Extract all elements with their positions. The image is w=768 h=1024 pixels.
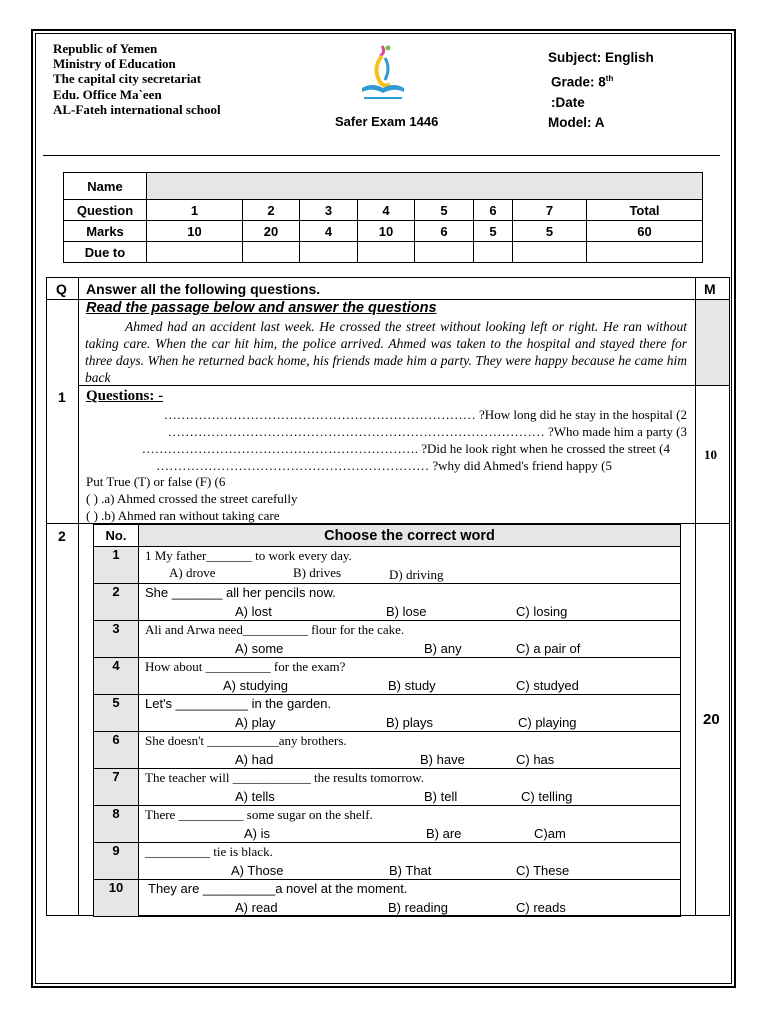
option-a[interactable]: A) play [235,715,276,730]
option-a[interactable]: A) had [235,752,274,767]
questions-title: Questions: - [86,388,164,404]
mc-item-body [139,695,681,732]
option-a[interactable]: A) some [235,641,284,656]
option-c[interactable]: C)am [534,826,566,841]
marks-cell: 4 [300,221,358,242]
mc-item-body [139,769,681,806]
option-b[interactable]: B) have [420,752,465,767]
header-line-office: Edu. Office Ma`een [53,86,162,102]
mc-item-stem: Let's __________ in the garden. [145,696,332,711]
marks-cell: 20 [243,221,300,242]
option-b[interactable]: B) lose [386,604,427,619]
question-cell: 1 [147,200,243,221]
due-cell[interactable] [300,242,358,263]
question-cell: 4 [358,200,415,221]
option-c[interactable]: C) losing [516,604,568,619]
true-false-title: Put True (T) or false (F) (6 [86,474,226,489]
marks-cell: 5 [513,221,587,242]
name-field[interactable] [147,173,703,200]
mc-item-number: 8 [94,806,139,843]
option-c[interactable]: C) telling [521,789,573,804]
header-line-secretariat: The capital city secretariat [53,71,202,87]
grade [548,69,654,93]
mc-item-stem: Ali and Arwa need__________ flour for the cake. [145,622,405,637]
comprehension-question: ……………………………………………………………… ?How long did he stay in the hospital (2 [163,407,687,422]
mc-item-stem: There __________ some sugar on the shelf. [145,807,373,822]
question-cell: 2 [243,200,300,221]
mc-options [139,750,680,768]
mc-item-number: 4 [94,658,139,695]
mc-item-number: 3 [94,621,139,658]
mark-box-shade [696,300,729,385]
mc-options [139,713,680,731]
option-c[interactable]: C) playing [518,715,577,730]
mc-options [139,639,680,657]
mc-item-body [139,584,681,621]
mc-item-number: 2 [94,584,139,621]
mc-item-stem: 1 My father_______ to work every day. [145,548,352,563]
mc-options [139,787,680,805]
option-b[interactable]: B) drives [293,565,342,580]
mc-item [94,658,681,695]
mc-item-number: 10 [94,880,139,917]
mc-options [139,565,680,583]
passage-title: Read the passage below and answer the questions [86,300,437,316]
option-a[interactable]: A) lost [235,604,272,619]
true-false-item-b: ( ) .b) Ahmed ran without taking care [86,508,280,523]
mc-item-number: 6 [94,732,139,769]
marks-cell: 6 [415,221,474,242]
exam-info [548,48,654,134]
question-cell: 3 [300,200,358,221]
question-label: Question [64,200,147,221]
mc-options [139,824,680,842]
q1-mark: 10 [704,447,717,462]
q-column-header: Q [56,281,67,297]
grid-line [729,277,730,916]
mc-item-stem: They are __________a novel at the moment. [148,881,408,896]
mc-item-stem: __________ tie is black. [145,844,273,859]
marks-label: Marks [64,221,147,242]
due-cell[interactable] [243,242,300,263]
option-b[interactable]: B) study [388,678,436,693]
name-label: Name [64,173,147,200]
header-divider [43,155,720,156]
option-b[interactable]: B) tell [424,789,458,804]
option-b[interactable]: B) reading [388,900,448,915]
m-column-header: M [704,281,716,297]
comprehension-question: ………………………………………………………. ?Did he look right when he crossed the street (4 [141,441,670,456]
no-column-header: No. [94,525,139,547]
reading-passage: Ahmed had an accident last week. He crossed the street without looking left or right. He ran without taking care. When the car hit him, the police arrived. Ahmed was taken to the hospital and stayed there for three days. When he returned back home, his friends made him a party. They were happy because he came him back [85,319,687,385]
due-cell[interactable] [358,242,415,263]
mc-options [139,676,680,694]
mc-item [94,584,681,621]
grade-text: Grade: 8 [551,74,606,89]
marks-cell: 5 [474,221,513,242]
grade-suffix: th [605,73,614,83]
mc-item-number: 7 [94,769,139,806]
mc-options [139,861,680,879]
subject: Subject: English [548,50,654,65]
header-line-ministry: Ministry of Education [53,56,176,72]
school-header [53,41,221,117]
mc-item [94,621,681,658]
mc-item-stem: The teacher will ____________ the results tomorrow. [145,770,424,785]
mc-item-number: 1 [94,547,139,584]
q-col-blank [47,300,78,385]
mc-item-stem: How about __________ for the exam? [145,659,346,674]
marks-table [63,172,703,263]
option-c[interactable]: C) has [516,752,555,767]
option-c[interactable]: C) These [516,863,570,878]
due-label: Due to [64,242,147,263]
grid-line [78,277,79,916]
grid-line [46,277,729,278]
mc-item [94,880,681,917]
question-cell: 6 [474,200,513,221]
model: Model: A [548,115,605,130]
q2-mark: 20 [703,711,720,728]
option-b[interactable]: B) are [426,826,462,841]
header-line-school: AL-Fateh international school [53,101,221,117]
mc-item-body [139,880,681,917]
header-line-country: Republic of Yemen [53,41,158,56]
choose-title: Choose the correct word [139,525,681,547]
due-cell[interactable] [587,242,703,263]
option-c[interactable]: C) a pair of [516,641,581,656]
option-b[interactable]: B) any [424,641,462,656]
mc-item-body [139,658,681,695]
due-cell[interactable] [474,242,513,263]
question-cell: 5 [415,200,474,221]
due-cell[interactable] [147,242,243,263]
option-a[interactable]: A) studying [223,678,289,693]
option-b[interactable]: B) plays [386,715,433,730]
multiple-choice-table [93,524,681,917]
date: :Date [551,94,585,110]
instructions-title: Answer all the following questions. [86,281,321,297]
option-b[interactable]: B) That [389,863,432,878]
mc-item-body [139,732,681,769]
mc-options [139,898,680,916]
exam-title: Safer Exam 1446 [335,114,439,129]
option-a[interactable]: A) drove [169,565,216,580]
total-marks: 60 [587,221,703,242]
mc-item-body [139,806,681,843]
mc-item [94,843,681,880]
due-cell[interactable] [415,242,474,263]
true-false-item-a: ( ) .a) Ahmed crossed the street carefully [86,491,298,506]
mc-item-stem: She doesn't ___________any brothers. [145,733,347,748]
mc-item [94,695,681,732]
option-a[interactable]: A) read [235,900,278,915]
mc-item [94,806,681,843]
option-a[interactable]: A) tells [235,789,275,804]
question-number-2: 2 [58,528,66,544]
option-a[interactable]: A) Those [231,863,284,878]
marks-cell: 10 [358,221,415,242]
comprehension-question: …………………………………………………………………………… ?Who made him a party (3 [167,424,687,439]
option-c[interactable]: D) driving [389,567,444,582]
school-logo [352,42,414,104]
marks-cell: 10 [147,221,243,242]
mc-item-stem: She _______ all her pencils now. [145,585,336,600]
mc-item-body [139,843,681,880]
option-c[interactable]: C) studyed [516,678,579,693]
mc-options [139,602,680,620]
mc-item [94,769,681,806]
multiple-choice-section [93,524,681,917]
mc-item-number: 9 [94,843,139,880]
option-a[interactable]: A) is [244,826,270,841]
question-number-1: 1 [58,389,66,405]
comprehension-question: ……………………………………………………… ?why did Ahmed's friend happy (5 [156,458,612,473]
mc-item-body [139,547,681,584]
option-c[interactable]: C) reads [516,900,566,915]
mc-item [94,732,681,769]
question-cell: 7 [513,200,587,221]
mc-item [94,547,681,584]
due-cell[interactable] [513,242,587,263]
mc-item-body [139,621,681,658]
mc-item-number: 5 [94,695,139,732]
total-label: Total [587,200,703,221]
